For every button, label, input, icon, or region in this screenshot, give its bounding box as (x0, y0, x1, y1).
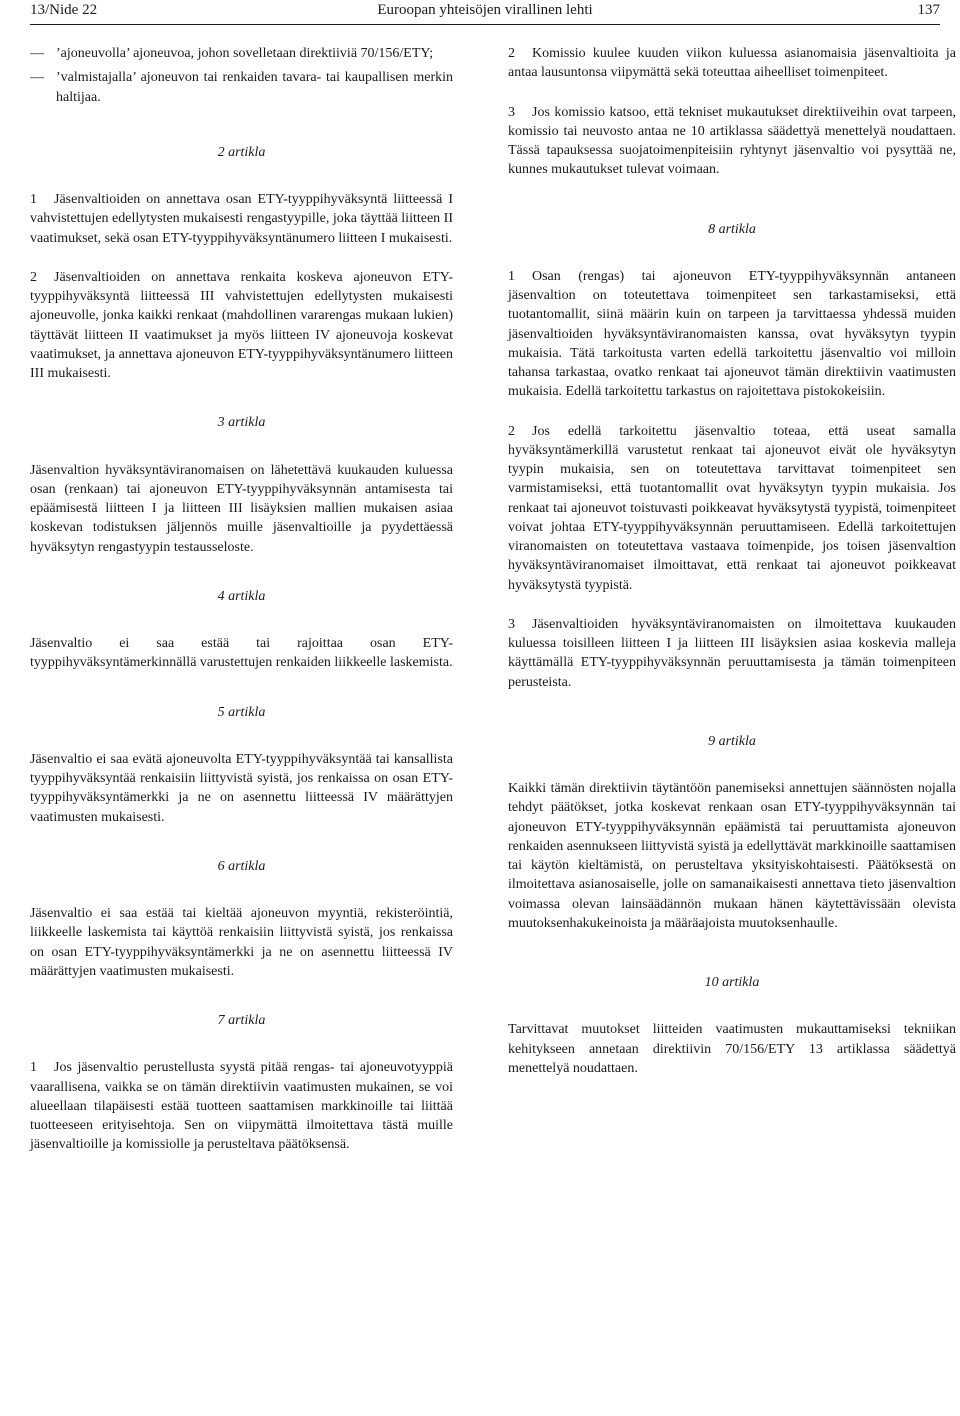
article-8-paragraph-2: 2 Jos edellä tarkoitettu jäsenvaltio toteaa, että useat samalla hyväksyntämerkillä varustetut renkaat tai ajoneuvot eivät ole hyväksytyn tyypin mukaisia, sen on toteutettava tarvittavat toimenpiteet sen varmistamiseksi, että tuotantomallit ovat hyväksytyn tyypin mukaisia. Jos renkaat tai ajoneuvot toistuvasti poikkeavat hyväksytystä tyypistä, toimenpiteet voivat johtaa ETY-tyyppihyväksynnän peruuttamiseen. Edellä tarkoitettujen viranomaisten on toteutettava vastaava toimenpide, jos toisen jäsenvaltion hyväksyntäviranomaiset ilmoittavat, että renkaat tai ajoneuvot poikkeavat hyväksytystä tyypistä. (508, 423, 956, 593)
article-2-paragraph-2: 2 Jäsenvaltioiden on annettava renkaita koskeva ajoneuvon ETY-tyyppihyväksyntä liitteessä III vahvistettujen edellytysten mukaisesti ajoneuvolle, jonka kaikki renkaat (mahdollinen vararengas mukaan lukien) täyttävät liitteen II vaatimukset ja myös liitteen IV ajoneuvoja koskevat vaatimukset, ja annettava ajoneuvon ETY-tyyppihyväksyntänumero liitteen III mukaisesti. (30, 269, 453, 381)
article-4-paragraph: Jäsenvaltio ei saa estää tai rajoittaa osan ETY-tyyppihyväksyntämerkinnällä varustettujen renkaiden liikkeelle laskemista. (30, 636, 453, 671)
article-6-heading: 6 artikla (217, 858, 266, 874)
article-8-paragraph-1: 1 Osan (rengas) tai ajoneuvon ETY-tyyppihyväksynnän antaneen jäsenvaltion on toteutettava toimenpiteet sen tarkastamiseksi, että tuotantomallit, siinä määrin kuin on tarpeen ja tarvittaessa yhdessä muiden jäsenvaltioiden hyväksyntäviranomaisten kanssa, ovat hyväksytyn tyypin mukaisia. Tätä tarkoitusta varten edellä tarkoitettu jäsenvaltio voi milloin tahansa tarkastaa, ovatko renkaat tai ajoneuvot tämän direktiivin vaatimusten mukaisia. Edellä tarkoitettu tarkastus on rajoitettava pistokokeisiin. (508, 268, 956, 400)
article-8-heading: 8 artikla (708, 221, 756, 237)
header-rule (30, 24, 940, 25)
article-3-heading: 3 artikla (217, 415, 266, 431)
journal-title: Euroopan yhteisöjen virallinen lehti (377, 2, 593, 18)
left-column (30, 44, 453, 1175)
definition-text: ’ajoneuvolla’ ajoneuvoa, johon sovelletaan direktiiviä 70/156/ETY; (56, 46, 434, 61)
article-5-heading: 5 artikla (217, 704, 266, 720)
right-column (508, 44, 956, 1098)
article-7-heading: 7 artikla (217, 1013, 266, 1028)
issue-number: 13/Nide 22 (30, 2, 98, 18)
definition-item: — ’valmistajalla’ ajoneuvon tai renkaiden tavara- tai kaupallisen merkin haltijaa. (30, 68, 453, 107)
page-number: 137 (917, 2, 940, 18)
article-7-paragraph-2: 2 Komissio kuulee kuuden viikon kuluessa asianomaisia jäsenvaltioita ja antaa lausuntonsa viipymättä sekä toteuttaa aiheelliset toimenpiteet. (508, 46, 956, 81)
article-6-paragraph: Jäsenvaltio ei saa estää tai kieltää ajoneuvon myyntiä, rekisteröintiä, liikkeelle laskemista tai käyttöä renkaisiin liittyvistä syistä, jos renkaissa on osan ETY-tyyppihyväksyntämerkki ja ne on asennettu liitteessä IV määrättyjen vaatimusten mukaisesti. (30, 906, 453, 979)
article-9-heading: 9 artikla (708, 733, 756, 749)
definition-item: — ’ajoneuvolla’ ajoneuvoa, johon sovelletaan direktiiviä 70/156/ETY; (30, 44, 453, 63)
article-2-heading: 2 artikla (217, 144, 266, 160)
definition-text: ’valmistajalla’ ajoneuvon tai renkaiden tavara- tai kaupallisen merkin haltijaa. (56, 70, 453, 105)
article-10-heading: 10 artikla (704, 975, 760, 990)
article-5-paragraph: Jäsenvaltio ei saa evätä ajoneuvolta ETY-tyyppihyväksyntää tai kansallista tyyppihyväksyntää renkaisiin liittyvistä syistä, jos renkaissa on osan ETY-tyyppihyväksyntämerkki ja ne on asennettu liitteessä IV määrättyjen vaatimusten mukaisesti. (30, 751, 453, 825)
article-10-paragraph: Tarvittavat muutokset liitteiden vaatimusten mukauttamiseksi tekniikan kehitykseen annetaan direktiivin 70/156/ETY 13 artiklassa säädettyä menettelyä noudattaen. (508, 1022, 956, 1076)
article-7-paragraph-3: 3 Jos komissio katsoo, että tekniset mukautukset direktiiveihin ovat tarpeen, komissio tai neuvosto antaa ne 10 artiklassa säädettyä menettelyä noudattaen. Tässä tapauksessa suojatoimenpiteisiin ryhtynyt jäsenvaltio voi pysyttää ne, kunnes mukautukset tulevat voimaan. (508, 104, 956, 178)
article-8-paragraph-3: 3 Jäsenvaltioiden hyväksyntäviranomaisten on ilmoitettava kuukauden kuluessa toisilleen liitteen I ja liitteen III lisäyksien asiaa koskevia malleja käyttämällä ETY-tyyppihyväksynnän peruuttamisesta ja tämän toimenpiteen perusteista. (508, 616, 956, 690)
article-9-paragraph: Kaikki tämän direktiivin täytäntöön panemiseksi annettujen säännösten nojalla tehdyt päätökset, jotka koskevat renkaan osan ETY-tyyppihyväksynnän tai ajoneuvon ETY-tyyppihyväksynnän epäämistä tai peruuttamista ajoneuvon renkaiden asennukseen liittyvistä syistä ja edellyttävät markkinoille saattamisen tai käytön kieltämistä, on perusteltava yksityiskohtaisesti. Päätöksestä on ilmoitettava asianosaiselle, jolle on samanaikaisesti annettava tieto jäsenvaltion voimassa olevan lainsäädännön mukaan hänen käytettävissään olevista muutoksenhakukeinoista ja määräajoista muutoksenhaulle. (508, 781, 956, 931)
page-header (30, 0, 940, 20)
article-3-paragraph: Jäsenvaltion hyväksyntäviranomaisen on lähetettävä kuukauden kuluessa osan (renkaan) tai ajoneuvon ETY-tyyppihyväksynnän antamisesta tai epäämisestä liitteen I ja liitteen III lisäyksien mallien mukaisen asiaa koskevan todistuksen jäljennös muille jäsenvaltioille ja pyydettäessä hyväksytyn rengastyypin testausseloste. (30, 462, 453, 555)
article-2-paragraph-1: 1 Jäsenvaltioiden on annettava osan ETY-tyyppihyväksyntä liitteessä I vahvistettujen edellytysten mukaisesti rengastyypille, joka täyttää liitteen II vaatimukset, sekä osan ETY-tyyppihyväksyntänumero liitteen I mukaisesti. (30, 192, 453, 246)
article-7-paragraph-1: 1 Jos jäsenvaltio perustellusta syystä pitää rengas- tai ajoneuvotyyppiä vaarallisena, vaikka se on tämän direktiivin vaatimusten mukainen, se voi alueellaan tilapäisesti estää tuotteen saattamisen markkinoille tai liittää tuotteeseen erityisehtoja. Sen on viipymättä ilmoitettava tästä muille jäsenvaltioille ja komissiolle ja perusteltava päätöksensä. (30, 1060, 453, 1153)
article-4-heading: 4 artikla (217, 588, 266, 604)
